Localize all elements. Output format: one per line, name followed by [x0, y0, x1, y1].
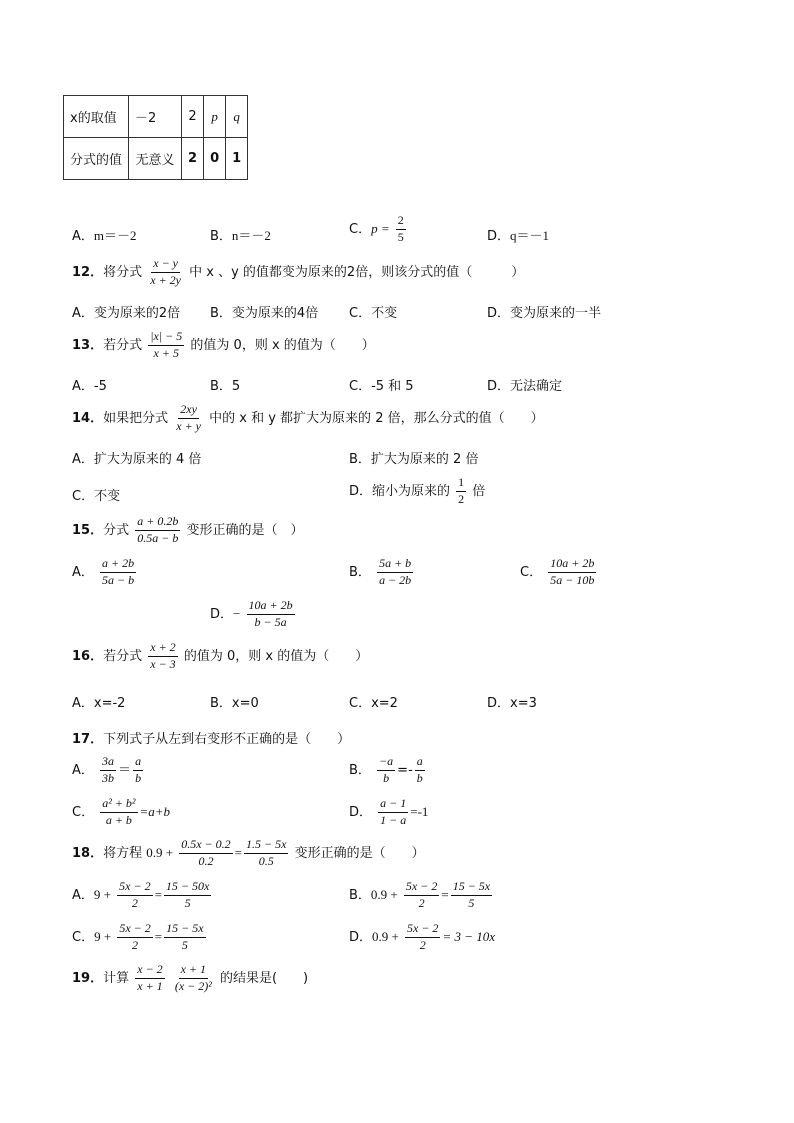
q13-option-c: C．-5 和 5 — [349, 379, 414, 394]
table-cell: q — [226, 96, 248, 138]
q11-option-b: B．n＝－2 — [210, 228, 271, 244]
fraction: $\frac{a}{b}$ — [416, 754, 423, 785]
fraction: $\frac{x + 2}{x - 3}$ — [150, 640, 176, 671]
q17-option-a: A． $\frac{3a}{3b}$ ＝ $\frac{a}{b}$ — [72, 754, 142, 785]
fraction: $\frac{15 - 5x}{5}$ — [166, 921, 204, 952]
q15-option-b: B． $\frac{5a + b}{a - 2b}$ — [349, 556, 412, 587]
q18-option-d: D．0.9 + $\frac{5x - 2}{2}$ = 3 − 10x — [349, 921, 496, 952]
table-cell: 2 — [182, 138, 204, 180]
q11-option-c: C．p = $\frac{2}{5}$ — [349, 213, 404, 244]
q14-stem: 14．如果把分式 $\frac{2xy}{x + y}$ 中的 x 和 y 都扩大为原来的 2 倍，那么分式的值（ ） — [72, 402, 544, 433]
table-cell: x的取值 — [64, 96, 129, 138]
fraction: $\frac{0.5x - 0.2}{0.2}$ — [181, 837, 231, 868]
q15-option-c: C． $\frac{10a + 2b}{5a - 10b}$ — [520, 556, 595, 587]
fraction: $\frac{15 - 5x}{5}$ — [452, 879, 491, 910]
q17-option-d: D． $\frac{a - 1}{1 - a}$ =-1 — [349, 796, 429, 827]
q13-stem: 13．若分式 $\frac{|x| - 5}{x + 5}$ 的值为 0，则 x 的值为（ ） — [72, 329, 375, 360]
q18-option-a: A．9 + $\frac{5x - 2}{2}$ = $\frac{15 - 50x}{5}$ — [72, 879, 210, 910]
q15-option-d: D．− $\frac{10a + 2b}{b - 5a}$ — [210, 598, 293, 629]
q11-option-d: D．q＝－1 — [487, 228, 550, 244]
table-cell: 1 — [226, 138, 248, 180]
q13-option-b: B．5 — [210, 379, 241, 394]
q17-option-b: B． $\frac{-a}{b}$ =- $\frac{a}{b}$ — [349, 754, 423, 785]
fraction: $\frac{a + 0.2b}{0.5a - b}$ — [137, 514, 179, 545]
q12-option-c: C．不变 — [349, 306, 398, 321]
fraction: $\frac{10a + 2b}{b - 5a}$ — [248, 598, 293, 629]
q18-option-c: C．9 + $\frac{5x - 2}{2}$ = $\frac{15 - 5x}{5}$ — [72, 921, 204, 952]
q16-option-d: D．x=3 — [487, 696, 537, 711]
table-cell: 无意义 — [129, 138, 182, 180]
q17-option-c: C． $\frac{\text{a² + b²}}{a + b}$ =a+b — [72, 796, 171, 827]
q17-stem: 17．下列式子从左到右变形不正确的是（ ） — [72, 732, 351, 747]
q12-stem: 12．将分式 $\frac{x - y}{x + 2y}$ 中 x 、y 的值都变为原来的2倍，则该分式的值（ ） — [72, 256, 525, 287]
q16-stem: 16．若分式 $\frac{x + 2}{x - 3}$ 的值为 0，则 x 的值为（ ） — [72, 640, 369, 671]
table-row — [64, 96, 248, 138]
q16-option-c: C．x=2 — [349, 696, 398, 711]
fraction: $\frac{a + 2b}{5a - b}$ — [102, 556, 135, 587]
fraction: $\frac{-a}{b}$ — [379, 754, 394, 785]
q18-option-b: B．0.9 + $\frac{5x - 2}{2}$ = $\frac{15 - 5x}{5}$ — [349, 879, 491, 910]
fraction: $\frac{2xy}{x + y}$ — [176, 402, 201, 433]
table-row — [64, 138, 248, 180]
fraction: $\frac{1}{2}$ — [458, 475, 465, 506]
q18-stem: 18．将方程 0.9 + $\frac{0.5x - 0.2}{0.2}$ = $\frac{1.5 - 5x}{0.5}$ 变形正确的是（ ） — [72, 837, 425, 868]
q12-option-d: D．变为原来的一半 — [487, 306, 602, 321]
table-cell: 分式的值 — [64, 138, 129, 180]
q19-stem: 19．计算 $\frac{x - 2}{x + 1}$ $\frac{x + 1}{\text{(x − 2)²}}$ 的结果是( ) — [72, 962, 309, 993]
table-cell: p — [204, 96, 226, 138]
fraction: $\frac{x - 2}{x + 1}$ — [137, 962, 163, 993]
fraction: $\frac{\text{a² + b²}}{a + b}$ — [102, 796, 136, 827]
q14-option-c: C．不变 — [72, 489, 121, 504]
q16-option-b: B．x=0 — [210, 696, 259, 711]
q14-option-b: B．扩大为原来的 2 倍 — [349, 452, 479, 467]
fraction: $\frac{5x - 2}{2}$ — [405, 879, 438, 910]
q14-option-a: A．扩大为原来的 4 倍 — [72, 452, 202, 467]
fraction: $\frac{5a + b}{a - 2b}$ — [379, 556, 412, 587]
table-cell: －2 — [129, 96, 182, 138]
q12-option-b: B．变为原来的4倍 — [210, 306, 319, 321]
fraction: $\frac{10a + 2b}{5a - 10b}$ — [550, 556, 595, 587]
fraction: $\frac{a}{b}$ — [135, 754, 142, 785]
fraction: $\frac{|x| - 5}{x + 5}$ — [150, 329, 183, 360]
fraction: $\frac{15 - 50x}{5}$ — [165, 879, 210, 910]
fraction: $\frac{x + 1}{\text{(x − 2)²}}$ — [174, 962, 212, 993]
fraction: $\frac{5x - 2}{2}$ — [119, 879, 151, 910]
fraction: $\frac{5x - 2}{2}$ — [407, 921, 439, 952]
value-table — [63, 95, 248, 180]
fraction: $\frac{3a}{3b}$ — [102, 754, 115, 785]
q15-stem: 15．分式 $\frac{a + 0.2b}{0.5a - b}$ 变形正确的是（ ） — [72, 514, 304, 545]
q12-option-a: A．变为原来的2倍 — [72, 306, 181, 321]
q16-option-a: A．x=-2 — [72, 696, 126, 711]
q11-option-a: A．m＝－2 — [72, 228, 137, 244]
fraction: $\frac{2}{5}$ — [397, 213, 404, 244]
table-cell: 0 — [204, 138, 226, 180]
table-cell: 2 — [182, 96, 204, 138]
fraction: $\frac{1.5 - 5x}{0.5}$ — [246, 837, 287, 868]
fraction: $\frac{x - y}{x + 2y}$ — [150, 256, 181, 287]
q13-option-d: D．无法确定 — [487, 379, 563, 394]
fraction: $\frac{a - 1}{1 - a}$ — [380, 796, 407, 827]
q14-option-d: D．缩小为原来的 $\frac{1}{2}$ 倍 — [349, 475, 486, 506]
fraction: $\frac{5x - 2}{2}$ — [119, 921, 151, 952]
q15-option-a: A． $\frac{a + 2b}{5a - b}$ — [72, 556, 135, 587]
q13-option-a: A．-5 — [72, 379, 107, 394]
